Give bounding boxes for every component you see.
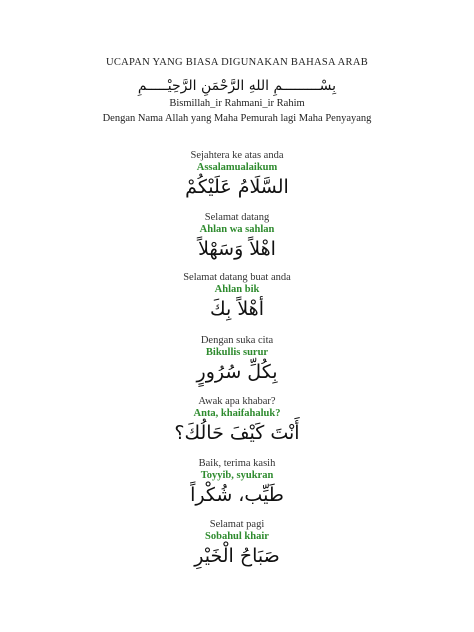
phrase-transliteration: Assalamualaikum: [196, 162, 278, 173]
phrase-arabic: السَّلَامُ عَلَيْكُمْ: [185, 176, 289, 198]
phrase-block-fine-thanks: [0, 458, 474, 507]
phrase-malay: Awak apa khabar?: [198, 396, 276, 407]
phrase-malay: Baik, terima kasih: [198, 458, 276, 469]
phrase-transliteration: Anta, khaifahaluk?: [193, 408, 281, 419]
phrase-arabic: بِكُلِّ سُرُورٍ: [196, 361, 278, 383]
phrase-transliteration: Ahlan wa sahlan: [199, 224, 275, 235]
phrase-arabic: أَنْتَ كَيْفَ حَالُكَ؟: [174, 422, 300, 444]
phrase-malay: Selamat datang: [204, 212, 270, 223]
bismillah-arabic-text: بِسْـــــــــمِ اللهِ الرَّحْمَنِ الرَّحِيْـــــمِ: [137, 78, 337, 94]
phrase-transliteration: Bikullis surur: [205, 347, 269, 358]
phrase-arabic: اهْلاً وَسَهْلاً: [198, 238, 276, 260]
phrase-block-welcome-you: [0, 272, 474, 321]
phrase-block-greeting: [0, 150, 474, 199]
phrase-malay: Sejahtera ke atas anda: [190, 150, 284, 161]
phrase-malay: Selamat pagi: [209, 519, 265, 530]
phrase-block-how-are-you: [0, 396, 474, 445]
phrase-malay: Selamat datang buat anda: [183, 272, 291, 283]
bismillah-transliteration: Bismillah_ir Rahmani_ir Rahim: [169, 98, 305, 109]
phrase-malay: Dengan suka cita: [200, 335, 274, 346]
phrase-transliteration: Ahlan bik: [214, 284, 260, 295]
phrase-transliteration: Toyyib, syukran: [200, 470, 274, 481]
phrase-transliteration: Sobahul khair: [205, 531, 269, 542]
bismillah-meaning: Dengan Nama Allah yang Maha Pemurah lagi Maha Penyayang: [102, 113, 372, 124]
phrase-arabic: أهْلاً بِكَ: [210, 298, 264, 320]
phrase-arabic: صَبَاحُ الْخَيْرِ: [194, 545, 280, 567]
document-title: UCAPAN YANG BIASA DIGUNAKAN BAHASA ARAB: [105, 57, 369, 68]
phrase-arabic: طَيِّب، شُكْراً: [190, 484, 284, 506]
phrase-block-pleasure: [0, 335, 474, 384]
phrase-block-good-morning: [0, 519, 474, 568]
phrase-block-welcome: [0, 212, 474, 261]
